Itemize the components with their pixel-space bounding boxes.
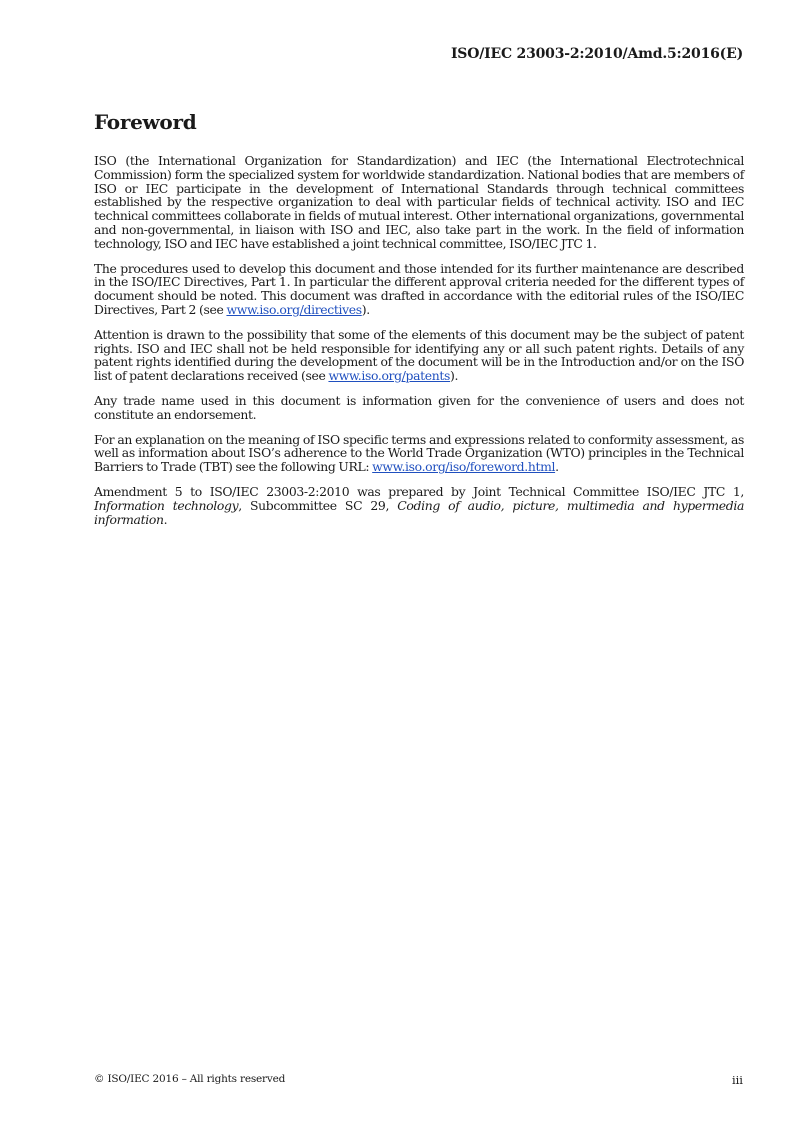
amendment-committee-title: Information technology bbox=[94, 497, 239, 513]
paragraph-trade-name: Any trade name used in this document is information given for the convenience of users and does not constitute an endorsement. bbox=[94, 392, 744, 422]
amendment-text-e: . bbox=[163, 511, 168, 527]
paragraph-iso-iec-intro: ISO (the International Organization for Standardization) and IEC (the International Electrotechnical Commission) form the specialized system for worldwide standardization. National bodies that are members of ISO or IEC participate in the development of International Standards through technical committees established by the respective organization to deal with particular fields of technical activity. ISO and IEC technical committees collaborate in fields of mutual interest. Other international organizations, governmental and non-governmental, in liaison with ISO and IEC, also take part in the work. In the field of information technology, ISO and IEC have established a joint technical committee, ISO/IEC JTC 1. bbox=[94, 153, 744, 251]
page-number: iii bbox=[731, 1073, 743, 1087]
amendment-text-c: , Subcommittee SC 29, bbox=[238, 497, 398, 513]
copyright-footer: © ISO/IEC 2016 – All rights reserved bbox=[94, 1073, 286, 1085]
paragraph-conformity-text: For an explanation on the meaning of ISO specific terms and expressions related to conformity assessment, as well as information about ISO’s adherence to the World Trade Organization (WTO) principles in the Technical Barriers to Trade (TBT) see the following URL: bbox=[94, 431, 744, 475]
paragraph-procedures-end: ). bbox=[361, 301, 370, 317]
paragraph-procedures-text: The procedures used to develop this document and those intended for its further maintenance are described in the ISO/IEC Directives, Part 1. In particular the different approval criteria needed for the different types of document should be noted. This document was drafted in accordance with the editorial rules of the ISO/IEC Directives, Part 2 (see bbox=[94, 260, 744, 317]
paragraph-patents-text: Attention is drawn to the possibility that some of the elements of this document may be the subject of patent rights. ISO and IEC shall not be held responsible for identifying any or all such patent rights. Details of any patent rights identified during the development of the document will be in the Introduction and/or on the ISO list of patent declarations received (see bbox=[94, 326, 744, 384]
amendment-text-a: Amendment 5 to ISO/IEC 23003-2:2010 was prepared by Joint Technical Committee ISO/IEC JTC 1, bbox=[94, 483, 744, 499]
foreword-body bbox=[94, 154, 744, 537]
foreword-url-link[interactable]: www.iso.org/iso/foreword.html bbox=[372, 459, 556, 475]
directives-link[interactable]: www.iso.org/directives bbox=[226, 301, 362, 317]
paragraph-patents-end: ). bbox=[450, 368, 459, 384]
paragraph-conformity bbox=[94, 433, 744, 474]
document-id-header: ISO/IEC 23003-2:2010/Amd.5:2016(E) bbox=[450, 46, 743, 62]
paragraph-conformity-end: . bbox=[555, 459, 559, 475]
paragraph-patents bbox=[94, 328, 744, 383]
amendment-subcommittee-title: Coding of audio, picture, multimedia and hypermedia information bbox=[94, 497, 745, 527]
patents-link[interactable]: www.iso.org/patents bbox=[328, 368, 451, 384]
paragraph-procedures bbox=[94, 262, 744, 317]
paragraph-amendment bbox=[94, 485, 744, 526]
page-title: Foreword bbox=[94, 110, 197, 134]
